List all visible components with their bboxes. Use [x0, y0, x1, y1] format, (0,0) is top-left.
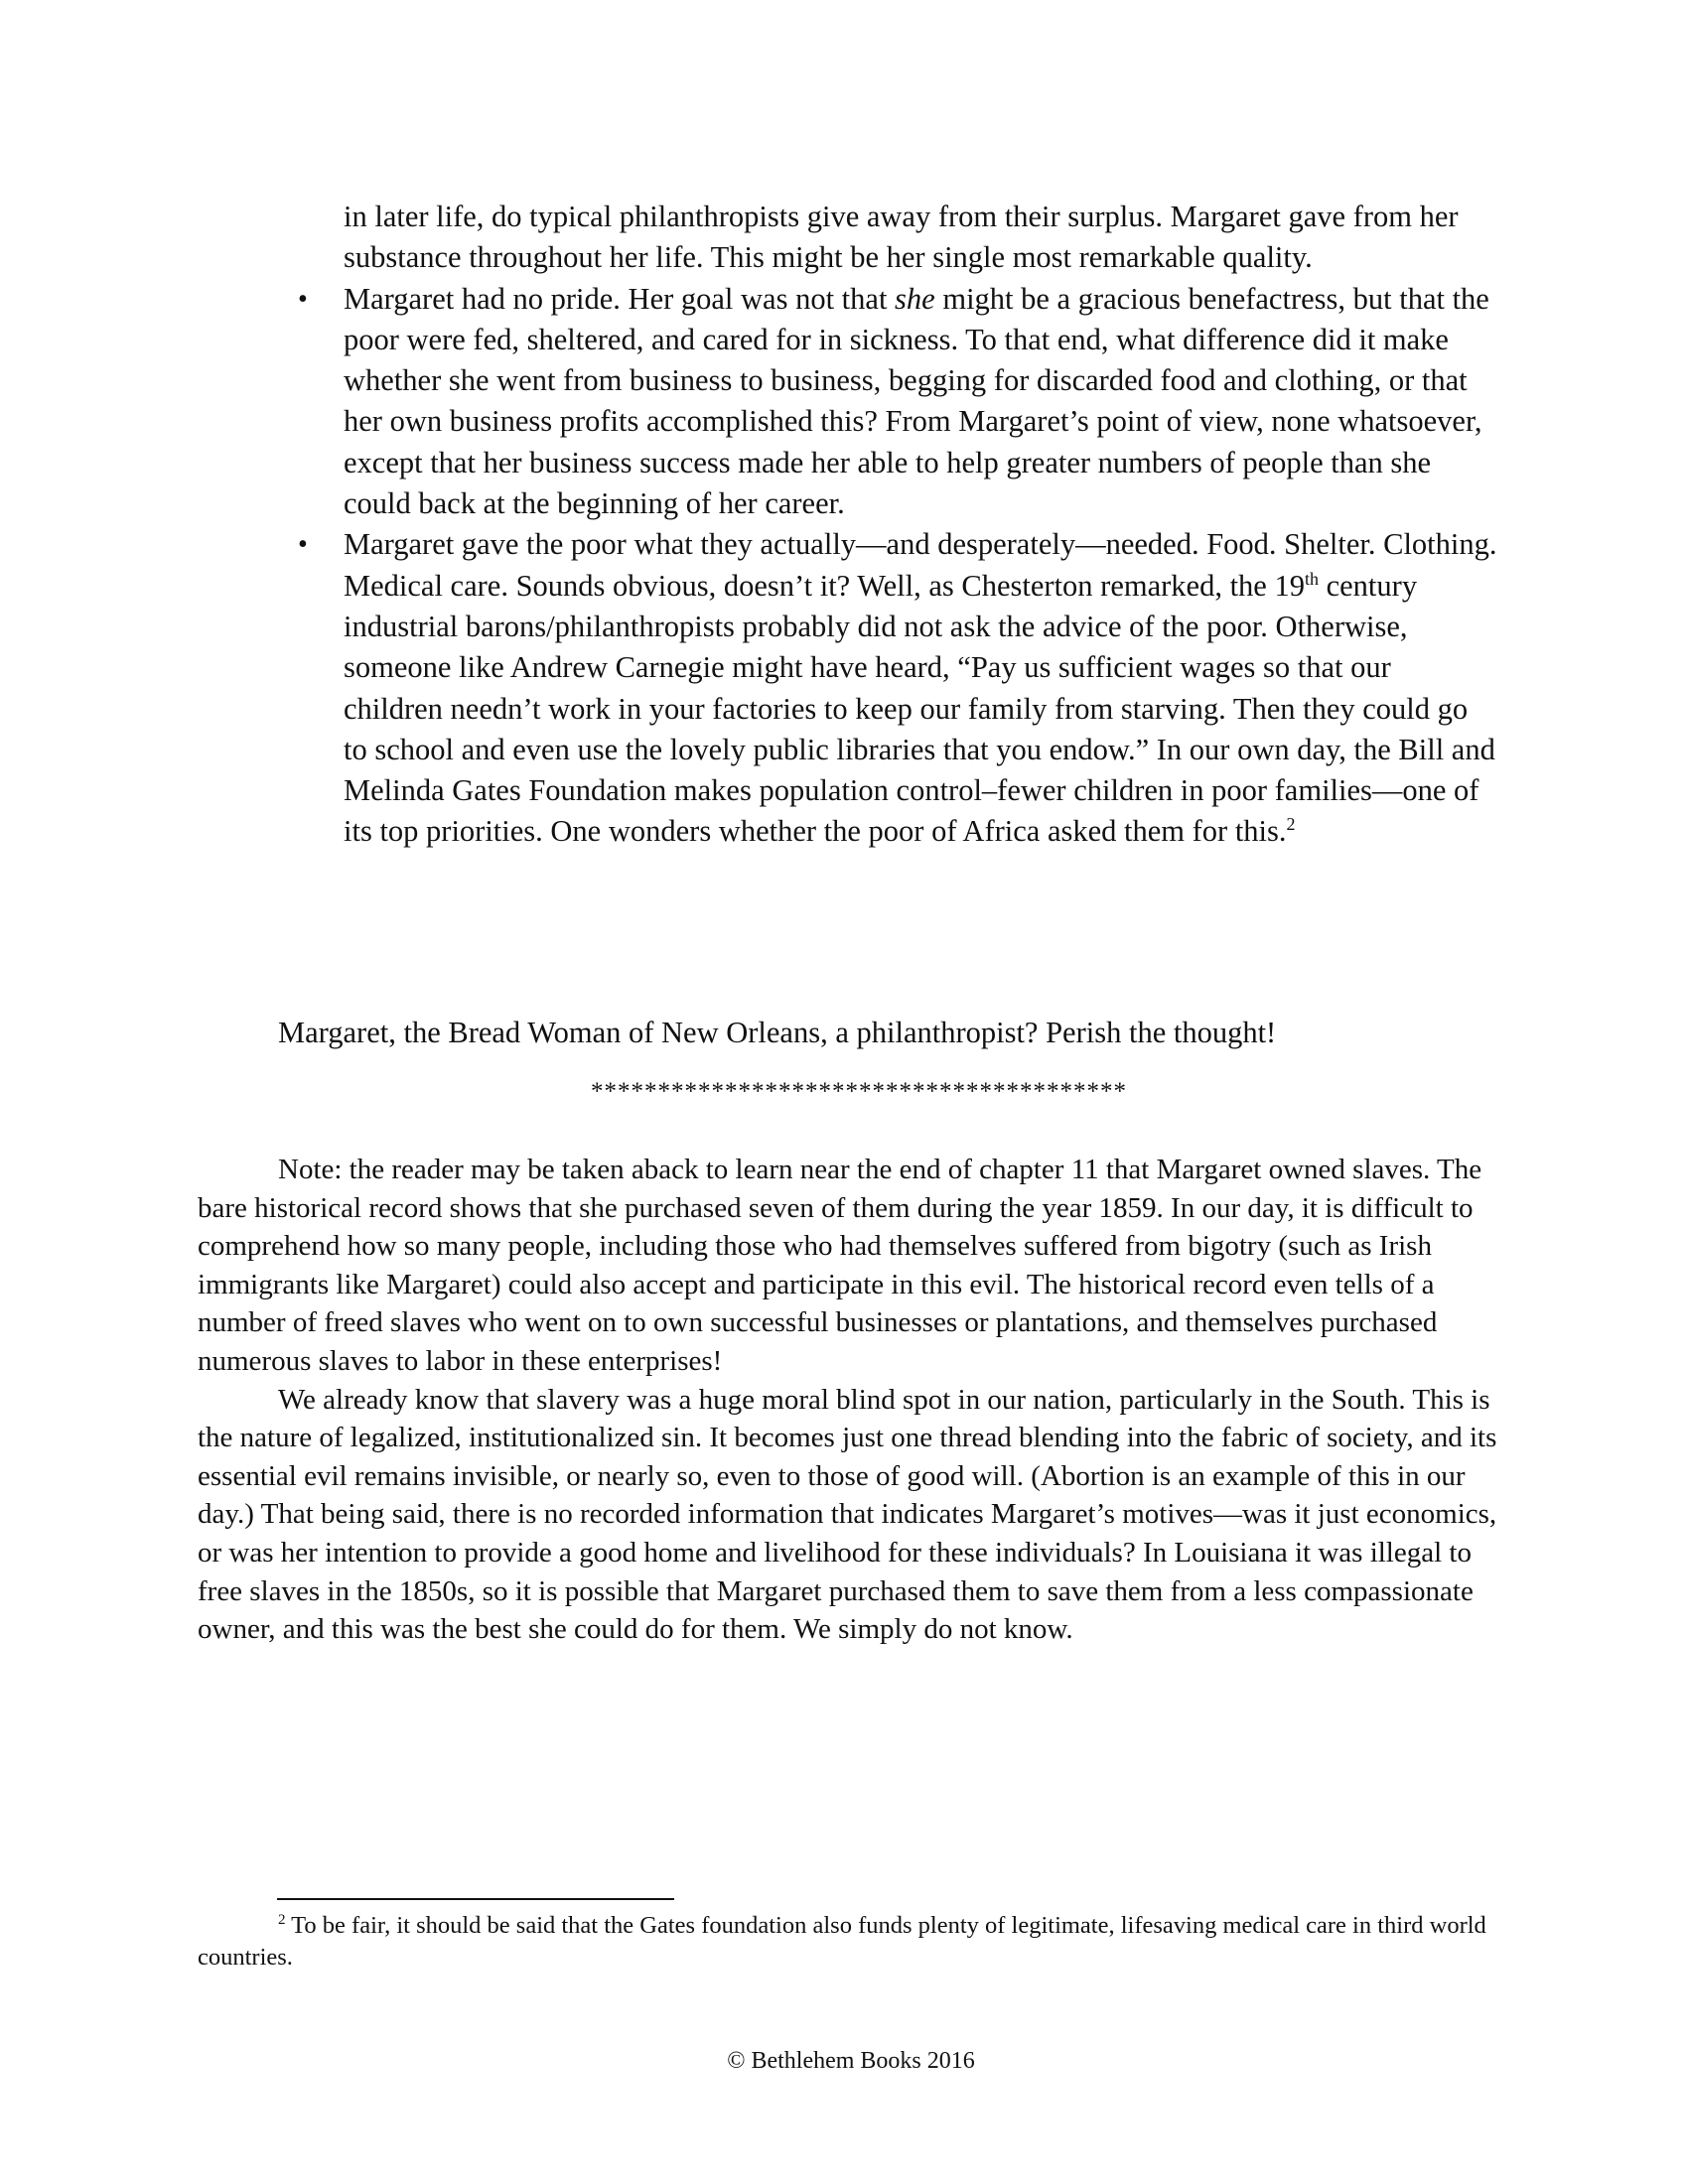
bullet-text-part: Margaret had no pride. Her goal was not that	[344, 281, 896, 316]
footnote	[198, 1910, 1497, 1974]
footnote-number: 2	[278, 1911, 286, 1928]
note-section	[198, 1151, 1497, 1649]
bullet-icon: •	[298, 529, 308, 561]
continued-bullet-text: in later life, do typical philanthropists give away from their surplus. Margaret gave from her substance throughout her life. This might be her single most remarkable quality.	[344, 200, 1459, 275]
note-paragraph: We already know that slavery was a huge moral blind spot in our nation, particularly in the South. This is the nature of legalized, institutionalized sin. It becomes just one thread blending into the fabric of society, and its essential evil remains invisible, or nearly so, even to those of good will. (Abortion is an example of this in our day.) That being said, there is no recorded information that indicates Margaret’s motives—was it just economics, or was her intention to provide a good home and livelihood for these individuals? In Louisiana it was illegal to free slaves in the 1850s, so it is possible that Margaret purchased them to save them from a less compassionate owner, and this was the best she could do for them. We simply do not know.	[198, 1383, 1497, 1646]
bullet-text-part: century industrial barons/philanthropists probably did not ask the advice of the poor. Otherwise, someone like Andrew Carnegie might have heard, “Pay us sufficient wages so that our children needn’t work in your factories to keep our family from starving. Then they could go to school and even use the lovely public libraries that you endow.” In our own day, the Bill and Melinda Gates Foundation makes population control–fewer children in poor families—one of its top priorities. One wonders whether the poor of Africa asked them for this.	[344, 568, 1495, 849]
conclusion-line: Margaret, the Bread Woman of New Orleans, a philanthropist? Perish the thought!	[278, 1016, 1277, 1049]
bullet-text-part: might be a gracious benefactress, but that the poor were fed, sheltered, and cared for in sickness. To that end, what difference did it make whether she went from business to business, begging for discarded food and clothing, or that her own business profits accomplished this? From Margaret’s point of view, none whatsoever, except that her business success made her able to help greater numbers of people than she could back at the beginning of her career.	[344, 281, 1489, 521]
footnote-divider	[277, 1898, 674, 1900]
section-separator: ****************************************	[591, 1078, 1127, 1105]
bullet-item-needs	[298, 524, 1497, 852]
page-footer-copyright: © Bethlehem Books 2016	[727, 2048, 975, 2074]
bullet-list	[298, 197, 1497, 853]
bullet-icon: •	[298, 283, 308, 315]
footnote-text: To be fair, it should be said that the Gates foundation also funds plenty of legitimate, lifesaving medical care in third world countries.	[198, 1912, 1486, 1971]
ordinal-superscript: th	[1304, 568, 1319, 589]
emphasis-text: she	[895, 281, 935, 316]
bullet-text-part: Margaret gave the poor what they actually—and desperately—needed. Food. Shelter. Clothing. Medical care. Sounds obvious, doesn’t it? Well, as Chesterton remarked, the 19	[344, 527, 1497, 603]
note-paragraph: Note: the reader may be taken aback to learn near the end of chapter 11 that Margaret owned slaves. The bare historical record shows that she purchased seven of them during the year 1859. In our day, it is difficult to comprehend how so many people, including those who had themselves suffered from bigotry (such as Irish immigrants like Margaret) could also accept and participate in this evil. The historical record even tells of a number of freed slaves who went on to own successful businesses or plantations, and themselves purchased numerous slaves to labor in these enterprises!	[198, 1154, 1482, 1377]
bullet-item-pride	[298, 279, 1497, 525]
footnote-reference[interactable]: 2	[1286, 814, 1296, 835]
